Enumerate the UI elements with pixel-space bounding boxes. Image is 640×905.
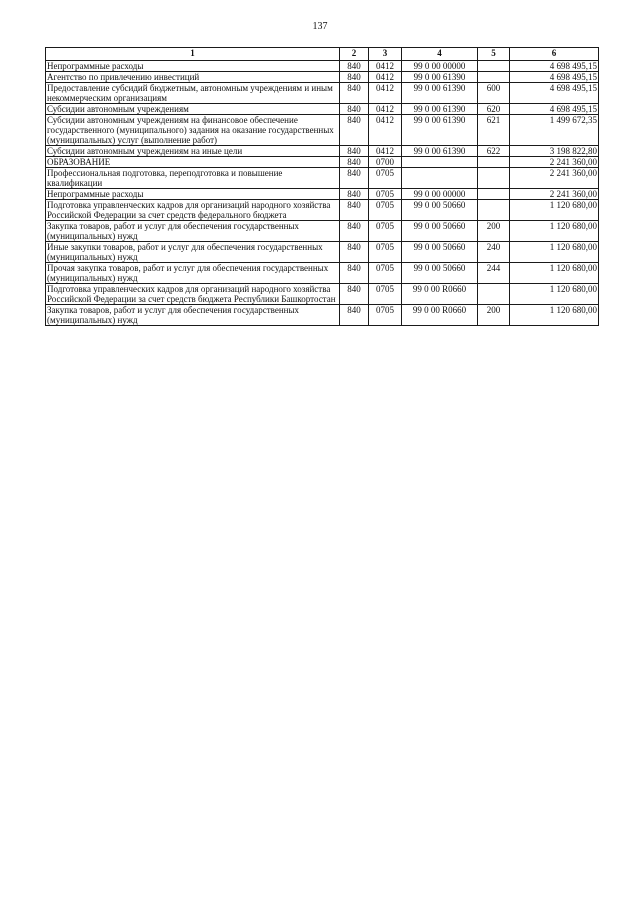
cell-section-code: 0705 [369, 168, 402, 189]
cell-ministry-code: 840 [340, 72, 369, 83]
cell-target-code: 99 0 00 61390 [402, 83, 478, 104]
cell-target-code: 99 0 00 50660 [402, 221, 478, 242]
cell-ministry-code: 840 [340, 263, 369, 284]
cell-name: Агентство по привлечению инвестиций [46, 72, 340, 83]
cell-section-code: 0705 [369, 284, 402, 305]
cell-ministry-code: 840 [340, 200, 369, 221]
cell-name: Иные закупки товаров, работ и услуг для обеспечения государственных (муниципальных) нужд [46, 242, 340, 263]
cell-target-code: 99 0 00 61390 [402, 104, 478, 115]
cell-section-code: 0412 [369, 61, 402, 72]
budget-table-body [46, 61, 599, 326]
cell-amount: 4 698 495,15 [510, 61, 599, 72]
cell-ministry-code: 840 [340, 115, 369, 146]
cell-amount: 1 120 680,00 [510, 242, 599, 263]
table-row [46, 305, 599, 326]
table-row [46, 221, 599, 242]
cell-name: Непрограммные расходы [46, 189, 340, 200]
cell-section-code: 0705 [369, 189, 402, 200]
cell-expense-type [478, 189, 510, 200]
cell-ministry-code: 840 [340, 168, 369, 189]
cell-ministry-code: 840 [340, 221, 369, 242]
cell-target-code: 99 0 00 61390 [402, 72, 478, 83]
cell-expense-type: 622 [478, 146, 510, 157]
cell-ministry-code: 840 [340, 61, 369, 72]
cell-expense-type: 200 [478, 221, 510, 242]
cell-expense-type [478, 200, 510, 221]
cell-expense-type: 244 [478, 263, 510, 284]
cell-target-code: 99 0 00 61390 [402, 146, 478, 157]
cell-expense-type: 240 [478, 242, 510, 263]
cell-name: Субсидии автономным учреждениям на иные цели [46, 146, 340, 157]
cell-target-code: 99 0 00 R0660 [402, 305, 478, 326]
cell-section-code: 0412 [369, 72, 402, 83]
table-row [46, 115, 599, 146]
table-row [46, 168, 599, 189]
cell-amount: 1 499 672,35 [510, 115, 599, 146]
cell-ministry-code: 840 [340, 146, 369, 157]
table-row [46, 104, 599, 115]
cell-name: Закупка товаров, работ и услуг для обеспечения государственных (муниципальных) нужд [46, 305, 340, 326]
cell-amount: 2 241 360,00 [510, 157, 599, 168]
cell-name: Прочая закупка товаров, работ и услуг для обеспечения государственных (муниципальных) нужд [46, 263, 340, 284]
cell-name: Профессиональная подготовка, переподготовка и повышение квалификации [46, 168, 340, 189]
cell-expense-type: 621 [478, 115, 510, 146]
cell-target-code [402, 157, 478, 168]
cell-section-code: 0700 [369, 157, 402, 168]
cell-section-code: 0412 [369, 104, 402, 115]
cell-amount: 4 698 495,15 [510, 83, 599, 104]
cell-expense-type: 200 [478, 305, 510, 326]
cell-expense-type: 600 [478, 83, 510, 104]
table-row [46, 72, 599, 83]
cell-section-code: 0705 [369, 221, 402, 242]
cell-section-code: 0705 [369, 305, 402, 326]
cell-target-code [402, 168, 478, 189]
cell-name: Непрограммные расходы [46, 61, 340, 72]
cell-expense-type: 620 [478, 104, 510, 115]
table-row [46, 242, 599, 263]
column-header-type: 5 [478, 48, 510, 61]
column-header-ministry: 2 [340, 48, 369, 61]
cell-expense-type [478, 157, 510, 168]
cell-target-code: 99 0 00 R0660 [402, 284, 478, 305]
page-number: 137 [312, 21, 328, 32]
cell-ministry-code: 840 [340, 305, 369, 326]
cell-name: Подготовка управленческих кадров для организаций народного хозяйства Российской Федерации за счет средств бюджета Республики Башкортостан [46, 284, 340, 305]
cell-amount: 1 120 680,00 [510, 284, 599, 305]
table-row [46, 157, 599, 168]
cell-expense-type [478, 284, 510, 305]
table-row [46, 263, 599, 284]
cell-target-code: 99 0 00 50660 [402, 263, 478, 284]
cell-section-code: 0705 [369, 242, 402, 263]
column-header-target: 4 [402, 48, 478, 61]
column-header-name: 1 [46, 48, 340, 61]
cell-amount: 1 120 680,00 [510, 305, 599, 326]
table-row [46, 284, 599, 305]
budget-table-header [46, 48, 599, 61]
table-row [46, 146, 599, 157]
cell-ministry-code: 840 [340, 104, 369, 115]
cell-amount: 2 241 360,00 [510, 168, 599, 189]
cell-section-code: 0412 [369, 83, 402, 104]
cell-name: Подготовка управленческих кадров для организаций народного хозяйства Российской Федерации за счет средств федерального бюджета [46, 200, 340, 221]
cell-target-code: 99 0 00 61390 [402, 115, 478, 146]
cell-ministry-code: 840 [340, 83, 369, 104]
table-row [46, 61, 599, 72]
cell-ministry-code: 840 [340, 157, 369, 168]
cell-target-code: 99 0 00 50660 [402, 200, 478, 221]
cell-name: Предоставление субсидий бюджетным, автономным учреждениям и иным некоммерческим организациям [46, 83, 340, 104]
cell-ministry-code: 840 [340, 242, 369, 263]
cell-expense-type [478, 168, 510, 189]
cell-amount: 1 120 680,00 [510, 263, 599, 284]
table-row [46, 83, 599, 104]
table-row [46, 200, 599, 221]
cell-name: ОБРАЗОВАНИЕ [46, 157, 340, 168]
cell-amount: 2 241 360,00 [510, 189, 599, 200]
cell-amount: 1 120 680,00 [510, 200, 599, 221]
cell-amount: 4 698 495,15 [510, 72, 599, 83]
cell-amount: 3 198 822,80 [510, 146, 599, 157]
cell-target-code: 99 0 00 00000 [402, 189, 478, 200]
cell-section-code: 0705 [369, 200, 402, 221]
cell-ministry-code: 840 [340, 189, 369, 200]
budget-table [45, 47, 599, 326]
cell-name: Закупка товаров, работ и услуг для обеспечения государственных (муниципальных) нужд [46, 221, 340, 242]
column-header-amount: 6 [510, 48, 599, 61]
cell-expense-type [478, 72, 510, 83]
cell-section-code: 0412 [369, 146, 402, 157]
cell-section-code: 0705 [369, 263, 402, 284]
cell-amount: 4 698 495,15 [510, 104, 599, 115]
cell-target-code: 99 0 00 00000 [402, 61, 478, 72]
cell-target-code: 99 0 00 50660 [402, 242, 478, 263]
header-row [46, 48, 599, 61]
cell-amount: 1 120 680,00 [510, 221, 599, 242]
cell-name: Субсидии автономным учреждениям [46, 104, 340, 115]
cell-section-code: 0412 [369, 115, 402, 146]
table-row [46, 189, 599, 200]
cell-expense-type [478, 61, 510, 72]
cell-name: Субсидии автономным учреждениям на финансовое обеспечение государственного (муниципального) задания на оказание государственных (муниципальных) услуг (выполнение работ) [46, 115, 340, 146]
column-header-section: 3 [369, 48, 402, 61]
cell-ministry-code: 840 [340, 284, 369, 305]
